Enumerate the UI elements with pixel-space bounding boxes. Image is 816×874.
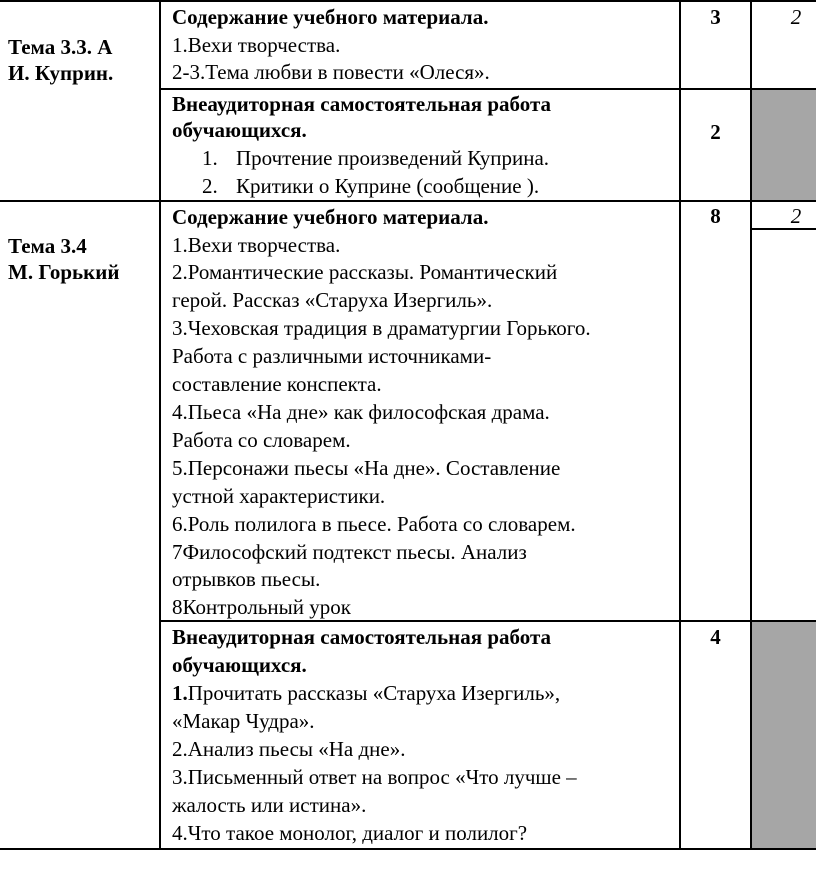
- content-heading: Содержание учебного материала.: [172, 5, 489, 29]
- independent-line: [172, 680, 560, 706]
- hours-value: 4: [710, 625, 721, 649]
- content-line: 1.Вехи творчества.: [172, 33, 341, 57]
- independent-heading: Внеаудиторная самостоятельная работа: [172, 625, 552, 649]
- independent-line: 2.Анализ пьесы «На дне».: [172, 737, 406, 761]
- list-item-marker: 1.: [202, 146, 218, 170]
- independent-line: «Макар Чудра».: [172, 709, 315, 733]
- independent-line: 3.Письменный ответ на вопрос «Что лучше –: [172, 765, 577, 789]
- shaded-cell-2: [752, 622, 816, 848]
- topic-title: Тема 3.3. А: [8, 35, 113, 59]
- independent-line: 4.Что такое монолог, диалог и полилог?: [172, 821, 528, 845]
- level-value: 2: [790, 204, 802, 228]
- topic-title: М. Горький: [8, 260, 120, 284]
- content-line: отрывков пьесы.: [172, 567, 321, 591]
- content-line: 5.Персонажи пьесы «На дне». Составление: [172, 456, 561, 480]
- independent-heading: обучающихся.: [172, 118, 307, 142]
- list-item-marker: 2.: [202, 174, 218, 198]
- independent-heading: обучающихся.: [172, 653, 307, 677]
- content-line: 2.Романтические рассказы. Романтический: [172, 260, 558, 284]
- content-heading: Содержание учебного материала.: [172, 205, 489, 229]
- border-bottom: [0, 848, 816, 850]
- content-line: 2-3.Тема любви в повести «Олеся».: [172, 60, 490, 84]
- content-line: герой. Рассказ «Старуха Изергиль».: [172, 288, 493, 312]
- list-item: Прочитать рассказы «Старуха Изергиль»,: [187, 681, 561, 705]
- content-line: 1.Вехи творчества.: [172, 233, 341, 257]
- hours-value: 8: [710, 204, 721, 228]
- content-line: Работа со словарем.: [172, 428, 351, 452]
- independent-heading: Внеаудиторная самостоятельная работа: [172, 92, 552, 116]
- hours-value: 2: [710, 120, 721, 144]
- level-value: 2: [790, 5, 802, 29]
- content-line: 8Контрольный урок: [172, 595, 351, 619]
- border-top: [0, 0, 816, 2]
- list-item: Прочтение произведений Куприна.: [236, 146, 550, 170]
- content-line: 4.Пьеса «На дне» как философская драма.: [172, 400, 550, 424]
- list-item: Критики о Куприне (сообщение ).: [236, 174, 540, 198]
- topic-title: И. Куприн.: [8, 61, 114, 85]
- content-line: 7Философский подтекст пьесы. Анализ: [172, 540, 527, 564]
- divider-section1-inner: [160, 88, 816, 90]
- shaded-cell-1: [752, 90, 816, 200]
- content-line: составление конспекта.: [172, 372, 382, 396]
- content-line: Работа с различными источниками-: [172, 344, 492, 368]
- hours-value: 3: [710, 5, 721, 29]
- divider-section2-inner: [160, 620, 816, 622]
- col-divider-topic: [159, 0, 161, 850]
- independent-line: жалость или истина».: [172, 793, 367, 817]
- list-item-marker: 1.: [172, 681, 188, 705]
- content-line: устной характеристики.: [172, 484, 386, 508]
- content-line: 3.Чеховская традиция в драматургии Горького.: [172, 316, 591, 340]
- divider-sections: [0, 200, 816, 202]
- content-line: 6.Роль полилога в пьесе. Работа со словарем.: [172, 512, 576, 536]
- topic-title: Тема 3.4: [8, 234, 87, 258]
